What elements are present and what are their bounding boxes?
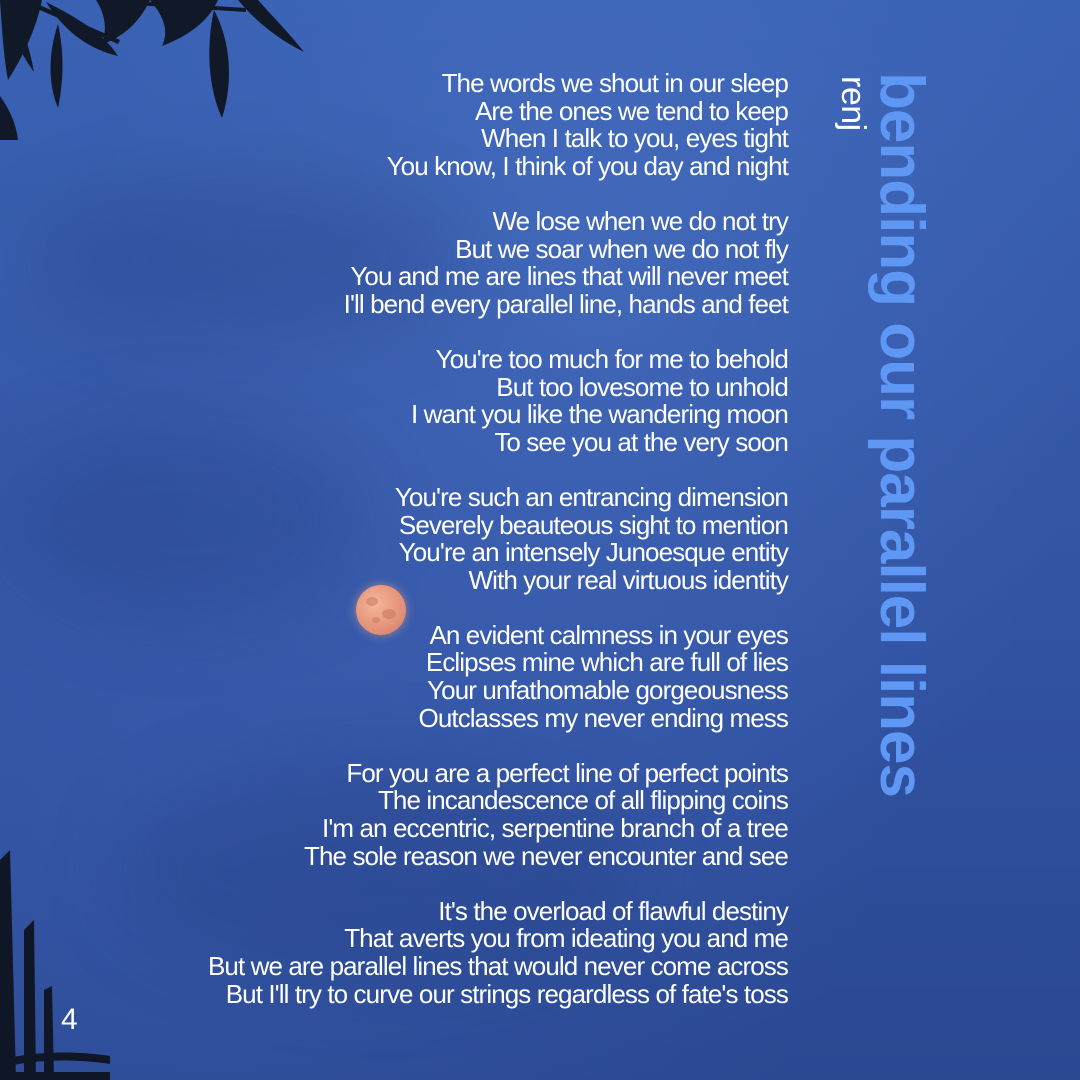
poem-title-container [867, 72, 936, 798]
poem-line: You know, I think of you day and night [386, 150, 788, 181]
poem-line: Eclipses mine which are full of lies [425, 647, 788, 678]
stanza [28, 481, 788, 595]
poem-line: You're an intensely Junoesque entity [398, 537, 788, 568]
poem-line: You and me are lines that will never meet [350, 261, 788, 292]
poem-line: When I talk to you, eyes tight [481, 123, 788, 154]
poem-line: To see you at the very soon [494, 426, 788, 457]
poem-line: But too lovesome to unhold [496, 371, 788, 402]
poem-title: bending our parallel lines [867, 72, 936, 798]
poem-line: The sole reason we never encounter and see [304, 840, 788, 871]
page-number: 4 [61, 1003, 78, 1036]
poem-line: That averts you from ideating you and me [344, 923, 788, 954]
poem-line: You're such an entrancing dimension [394, 481, 788, 512]
poem-line: I'm an eccentric, serpentine branch of a tree [322, 813, 788, 844]
poem-line: I'll bend every parallel line, hands and feet [343, 288, 788, 319]
poem-line: I want you like the wandering moon [411, 399, 788, 430]
poem-author: renj [834, 76, 872, 131]
poem-line: Severely beauteous sight to mention [398, 509, 788, 540]
poem-line: An evident calmness in your eyes [429, 619, 788, 650]
poem-line: It's the overload of flawful destiny [438, 895, 788, 926]
poem-line: With your real virtuous identity [468, 564, 788, 595]
poem-line: But we soar when we do not fly [455, 233, 788, 264]
stanza [28, 343, 788, 457]
poem-line: We lose when we do not try [492, 205, 788, 236]
stanza [28, 895, 788, 1009]
poem-line: Your unfathomable gorgeousness [427, 675, 788, 706]
stanza [28, 619, 788, 733]
poem-line: Are the ones we tend to keep [474, 95, 788, 126]
author-container [836, 76, 870, 131]
poem-line: Outclasses my never ending mess [418, 702, 788, 733]
stanza [28, 757, 788, 871]
poem-line: The incandescence of all flipping coins [377, 785, 788, 816]
stanza [28, 205, 788, 319]
poem-line: You're too much for me to behold [435, 343, 788, 374]
poem-line: For you are a perfect line of perfect points [346, 757, 788, 788]
poem-body [28, 70, 788, 1008]
poem-line: The words we shout in our sleep [441, 68, 788, 98]
poem-line: But I'll try to curve our strings regardless of fate's toss [225, 978, 788, 1009]
poem-line: But we are parallel lines that would never come across [207, 951, 788, 981]
stanza [28, 70, 788, 180]
